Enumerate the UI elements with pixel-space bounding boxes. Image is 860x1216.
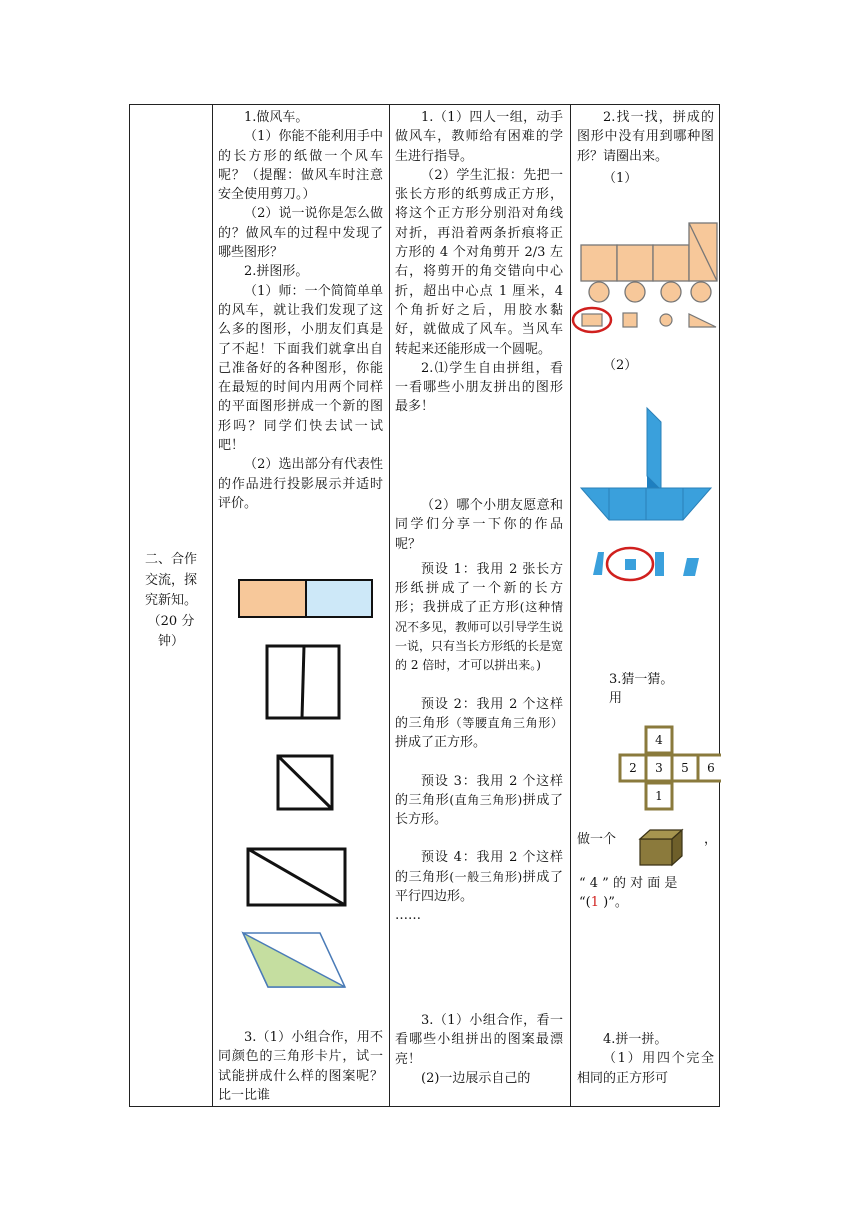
- square-from-triangles-figure: [278, 756, 332, 809]
- net-number: 4: [655, 733, 663, 747]
- stage-line: 交流，探: [144, 572, 197, 588]
- cube-icon: [638, 827, 688, 867]
- preset-note: (这种情况不多见，教师可以引导学生说一说，只有当长方形纸的长是宽的 2 倍时，才可以拼出来。): [395, 600, 564, 673]
- exercise-column-2: [577, 356, 714, 375]
- student-paragraph: （2）学生汇报：先把一张长方形的纸剪成正方形，将这个正方形分别沿对角线对折，再沿着两条折痕将正方形的 4 个对角剪开 2/3 左右，将剪开的角交错向中心折，超出中心点 1 厘米，4 个角折好之后，用胶水黏好，就做成了风车。当风车转起来还能形成一个圆呢。: [395, 167, 563, 357]
- net-number: 6: [707, 761, 715, 775]
- stage-line: 究新知。: [144, 593, 197, 608]
- student-column-end: [395, 1011, 563, 1088]
- truck-figure: [571, 217, 721, 337]
- boat-sail: [647, 408, 661, 490]
- exercise-paragraph: 2.找一找，拼成的图形中没有用到哪种图形？请圈出来。: [577, 110, 714, 164]
- net-number: 2: [629, 761, 637, 775]
- exercise-column: [577, 108, 714, 188]
- teacher-paragraph: 1.做风车。: [244, 110, 309, 125]
- student-paragraph: 1.（1）四人一组，动手做风车，教师给有困难的学生进行指导。: [395, 110, 563, 164]
- preset-text: 预设 4：我用 2 个这样的三角形: [395, 850, 563, 885]
- stage-line: 二、合作: [144, 552, 197, 567]
- teacher-paragraph: （2）说一说你是怎么做的？做风车的过程中发现了哪些图形？: [218, 206, 383, 261]
- exercise-column-4: [577, 1030, 714, 1088]
- preset-text: 拼成了平行四边形。: [395, 869, 563, 905]
- teacher-column-end: [218, 1028, 383, 1105]
- teacher-paragraph: 2.拼图形。: [244, 264, 309, 280]
- answer-suffix: )”。: [599, 895, 628, 911]
- truck-wheels: [589, 282, 711, 302]
- parallelogram-figure: [243, 933, 345, 987]
- rectangle-from-triangles-figure: [248, 849, 345, 905]
- exercise-question-text: “ 4 ” 的 对 面 是: [579, 876, 678, 891]
- student-paragraph: （2）哪个小朋友愿意和同学们分享一下你的作品呢？: [395, 498, 563, 552]
- student-column: [395, 108, 563, 417]
- student-paragraph: [395, 772, 563, 830]
- student-column-mid: [395, 496, 563, 926]
- ellipsis: ……: [395, 908, 421, 924]
- cube-comma: ，: [704, 832, 718, 847]
- preset-note: (直角三角形): [449, 792, 523, 807]
- teacher-paragraph: （1）师：一个简简单单的风车，就让我们发现了这么多的图形，小朋友们真是了不起！下面我们就拿出自己准备好的各种图形，你能在最短的时间内用两个同样的平面图形拼成一个新的图形吗？同学们快去试一试吧！: [218, 283, 383, 454]
- student-paragraph: (2)一边展示自己的: [421, 1070, 531, 1086]
- stage-label: [130, 550, 212, 653]
- preset-note: (一般三角形): [449, 869, 523, 884]
- preset-text: 拼成了长方形。: [395, 792, 563, 828]
- exercise-column-3: [609, 670, 714, 709]
- teacher-paragraph: 3.（1）小组合作，用不同颜色的三角形卡片，试一试能拼成什么样的图案呢？比一比谁: [218, 1030, 383, 1103]
- teacher-paragraph: （2）选出部分有代表性的作品进行投影展示并适时评价。: [218, 457, 383, 511]
- preset-text: 预设 2：我用 2 个这样的三角形: [395, 696, 563, 731]
- preset-text: 拼成了正方形。: [395, 735, 487, 751]
- exercise-label: （1）: [603, 170, 638, 186]
- column-divider: [389, 105, 390, 1106]
- shape-options-2: [593, 548, 699, 580]
- cube-text: 做一个: [577, 832, 617, 847]
- student-paragraph: 3.（1）小组合作，看一看哪些小组拼出的图案最漂亮！: [395, 1013, 563, 1067]
- exercise-label: （2）: [603, 358, 638, 373]
- stage-line: （20 分: [147, 613, 195, 629]
- shape-examples: [213, 570, 389, 1000]
- truck-body: [581, 223, 717, 281]
- two-rectangles-figure: [239, 580, 372, 617]
- preset-text: 预设 3：我用 2 个这样的三角形: [395, 773, 563, 808]
- teacher-paragraph: （1）你能不能利用手中的长方形的纸做一个风车呢？（提醒：做风车时注意安全使用剪刀。）: [218, 129, 383, 203]
- net-number: 1: [655, 789, 663, 803]
- student-paragraph: [395, 695, 563, 753]
- shape-options-1: [573, 308, 716, 332]
- lesson-table: [129, 104, 720, 1107]
- exercise-paragraph: （1）用四个完全相同的正方形可: [577, 1051, 714, 1086]
- exercise-answer-line: [579, 893, 714, 912]
- cube-net: [616, 725, 721, 813]
- boat-hull: [581, 488, 711, 520]
- preset-text: 预设 1：我用 2 张长方形纸拼成了一个新的长方形；我拼成了正方形: [395, 561, 563, 616]
- stage-line: 钟）: [157, 634, 184, 649]
- student-paragraph: [395, 560, 563, 676]
- student-paragraph: [395, 848, 563, 906]
- exercise-heading: 4.拼一拼。: [603, 1032, 668, 1047]
- net-number: 3: [655, 761, 663, 775]
- exercise-heading: 3.猜一猜。: [609, 672, 674, 687]
- boat-figure: [571, 400, 721, 590]
- exercise-text: 用: [609, 691, 623, 707]
- answer-value: 1: [590, 895, 599, 911]
- preset-note: （等腰直角三角形）: [449, 715, 563, 730]
- net-number: 5: [681, 761, 689, 775]
- exercise-question: [579, 874, 714, 913]
- student-paragraph: 2.⑴学生自由拼组，看一看哪些小朋友拼出的图形最多！: [395, 360, 563, 415]
- square-from-rectangles-figure: [267, 646, 339, 718]
- answer-prefix: “(: [579, 895, 591, 911]
- teacher-column: [218, 108, 383, 513]
